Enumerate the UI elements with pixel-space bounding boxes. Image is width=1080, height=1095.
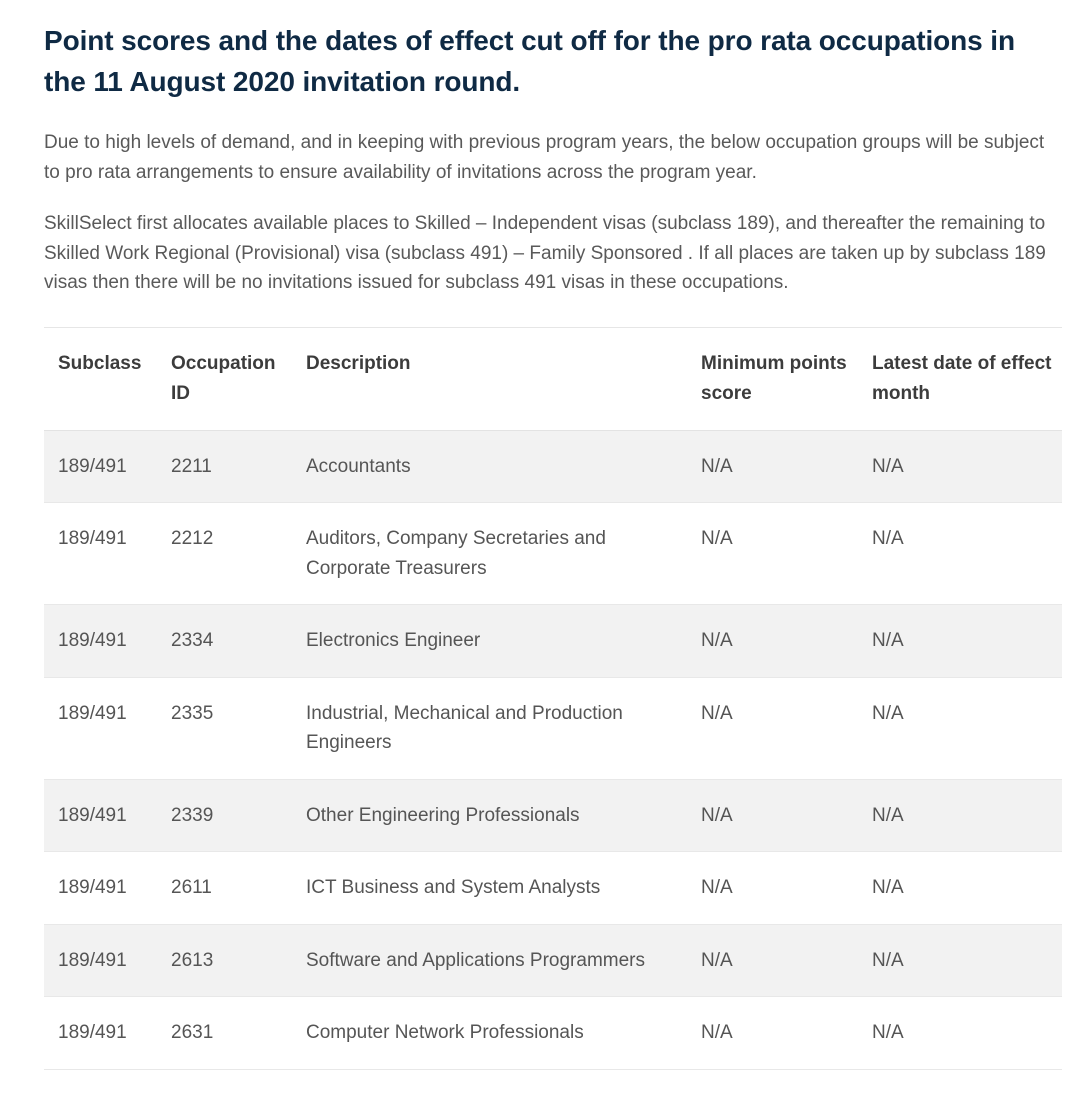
occupations-table-container (44, 327, 1062, 1070)
cell-subclass: 189/491 (44, 430, 157, 503)
cell-latest-date: N/A (858, 779, 1062, 852)
cell-occupation-id: 2339 (157, 779, 292, 852)
cell-latest-date: N/A (858, 677, 1062, 779)
occupations-table (44, 328, 1062, 1070)
cell-subclass: 189/491 (44, 779, 157, 852)
cell-description: Electronics Engineer (292, 605, 687, 678)
header-occupation-id: Occupation ID (157, 328, 292, 431)
cell-minimum-points: N/A (687, 997, 858, 1070)
cell-description: Software and Applications Programmers (292, 924, 687, 997)
table-row (44, 503, 1062, 605)
cell-description: Computer Network Professionals (292, 997, 687, 1070)
cell-occupation-id: 2334 (157, 605, 292, 678)
table-row (44, 430, 1062, 503)
cell-minimum-points: N/A (687, 503, 858, 605)
cell-latest-date: N/A (858, 605, 1062, 678)
intro-paragraph: Due to high levels of demand, and in keeping with previous program years, the below occupation groups will be subject to pro rata arrangements to ensure availability of invitations across the program year. (44, 132, 1045, 183)
table-row (44, 997, 1062, 1070)
table-row (44, 677, 1062, 779)
cell-occupation-id: 2613 (157, 924, 292, 997)
cell-occupation-id: 2631 (157, 997, 292, 1070)
table-row (44, 924, 1062, 997)
cell-latest-date: N/A (858, 924, 1062, 997)
cell-minimum-points: N/A (687, 779, 858, 852)
cell-description: Accountants (292, 430, 687, 503)
table-row (44, 779, 1062, 852)
cell-occupation-id: 2211 (157, 430, 292, 503)
cell-minimum-points: N/A (687, 677, 858, 779)
cell-minimum-points: N/A (687, 430, 858, 503)
cell-occupation-id: 2611 (157, 852, 292, 925)
cell-subclass: 189/491 (44, 503, 157, 605)
table-row (44, 852, 1062, 925)
cell-occupation-id: 2212 (157, 503, 292, 605)
cell-description: ICT Business and System Analysts (292, 852, 687, 925)
cell-latest-date: N/A (858, 852, 1062, 925)
cell-minimum-points: N/A (687, 924, 858, 997)
table-header-row (44, 328, 1062, 431)
cell-subclass: 189/491 (44, 605, 157, 678)
cell-minimum-points: N/A (687, 852, 858, 925)
cell-subclass: 189/491 (44, 924, 157, 997)
cell-description: Other Engineering Professionals (292, 779, 687, 852)
header-description: Description (292, 328, 687, 431)
table-row (44, 605, 1062, 678)
page-title: Point scores and the dates of effect cut off for the pro rata occupations in the 11 August 2020 invitation round. (44, 25, 1015, 97)
header-latest-date: Latest date of effect month (858, 328, 1062, 431)
header-minimum-points: Minimum points score (687, 328, 858, 431)
cell-subclass: 189/491 (44, 677, 157, 779)
cell-description: Industrial, Mechanical and Production Engineers (292, 677, 687, 779)
header-subclass: Subclass (44, 328, 157, 431)
cell-subclass: 189/491 (44, 997, 157, 1070)
allocation-paragraph: SkillSelect first allocates available places to Skilled – Independent visas (subclass 189), and thereafter the remaining to Skilled Work Regional (Provisional) visa (subclass 491) – Family Sponsored . If all places are taken up by subclass 189 visas then there will be no invitations issued for subclass 491 visas in these occupations. (44, 213, 1046, 293)
cell-latest-date: N/A (858, 997, 1062, 1070)
cell-subclass: 189/491 (44, 852, 157, 925)
cell-minimum-points: N/A (687, 605, 858, 678)
cell-occupation-id: 2335 (157, 677, 292, 779)
cell-description: Auditors, Company Secretaries and Corporate Treasurers (292, 503, 687, 605)
cell-latest-date: N/A (858, 430, 1062, 503)
cell-latest-date: N/A (858, 503, 1062, 605)
